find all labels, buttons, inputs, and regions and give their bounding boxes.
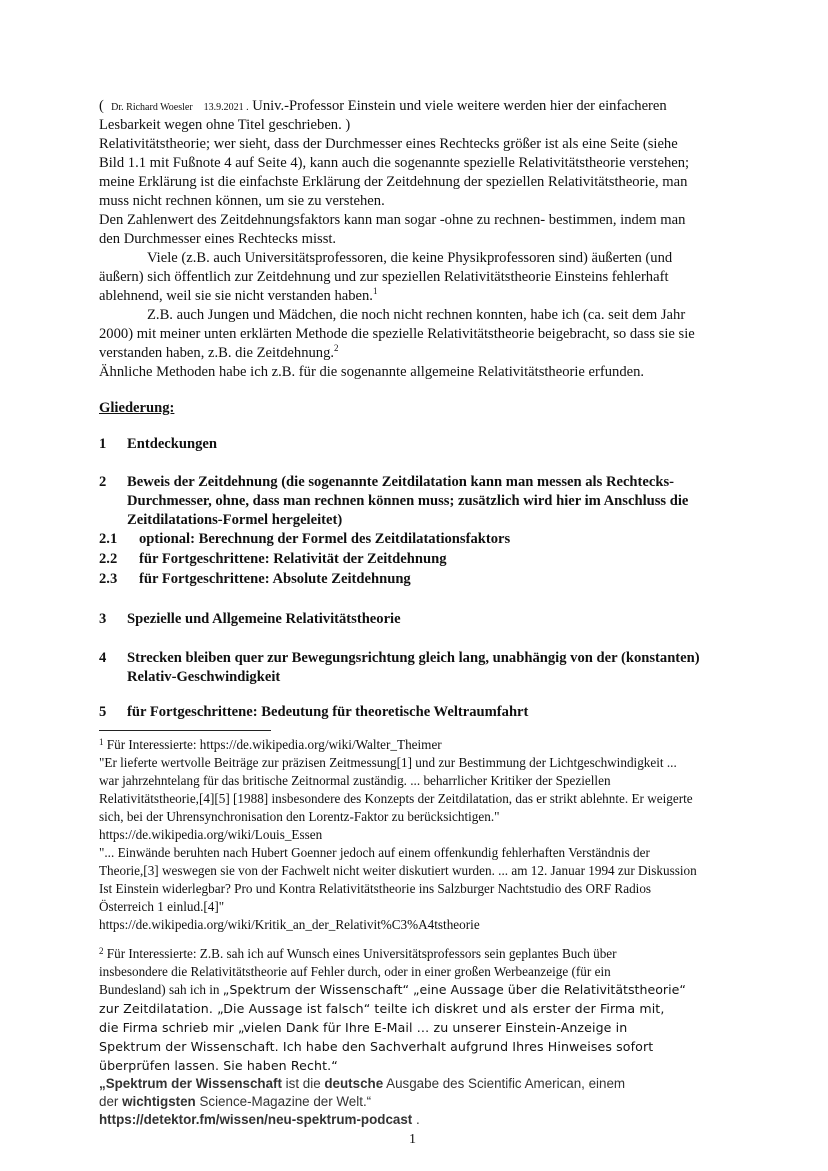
footnote-2-line xyxy=(99,946,617,962)
intro-line: Ähnliche Methoden habe ich z.B. für die sogenannte allgemeine Relativitätstheorie erfunden. xyxy=(99,364,645,380)
outline-item-4-cont: Relativ-Geschwindigkeit xyxy=(127,669,281,685)
footnote-1-line: Ist Einstein widerlegbar? Pro und Kontra Relativitätstheorie ins Salzburger Nachtstudio des ORF Radios xyxy=(99,881,652,896)
intro-text: ablehnend, weil sie sie nicht verstanden haben. xyxy=(99,288,373,304)
outline-item-3[interactable]: Spezielle und Allgemeine Relativitätstheorie xyxy=(127,611,401,627)
intro-line: muss nicht rechnen können, um sie zu verstehen. xyxy=(99,193,385,209)
footnote-1-link[interactable]: https://de.wikipedia.org/wiki/Kritik_an_der_Relativit%C3%A4tstheorie xyxy=(99,917,480,932)
outline-item-4[interactable]: Strecken bleiben quer zur Bewegungsrichtung gleich lang, unabhängig von der (konstanten) xyxy=(127,650,700,666)
footnote-ref-1[interactable]: 1 xyxy=(372,286,378,296)
intro-line: meine Erklärung ist die einfachste Erklärung der Zeitdehnung der speziellen Relativitätstheorie, man xyxy=(99,174,688,190)
page-number: 1 xyxy=(409,1132,416,1147)
footnote-text: Für Interessierte: Z.B. sah ich auf Wunsch eines Universitätsprofessors sein geplantes Buch über xyxy=(103,946,617,961)
quote-text: Science-Magazine der Welt.“ xyxy=(195,1094,372,1109)
author-name: Dr. Richard Woesler xyxy=(111,102,193,113)
intro-line: Den Zahlenwert des Zeitdehnungsfaktors kann man sogar -ohne zu rechnen- bestimmen, indem man xyxy=(99,212,686,228)
paren-open: ( xyxy=(99,98,104,114)
quote-bold: „Spektrum der Wissenschaft xyxy=(99,1076,282,1091)
outline-item-2-3[interactable]: für Fortgeschrittene: Absolute Zeitdehnung xyxy=(139,571,411,587)
footnote-1-line: "Er lieferte wertvolle Beiträge zur präzisen Zeitmessung[1] und zur Bestimmung der Lichtgeschwindigkeit ... xyxy=(99,755,677,770)
footnote-2-number: 2 xyxy=(99,946,104,956)
outline-item-number: 5 xyxy=(99,704,107,720)
intro-text: verstanden haben, z.B. die Zeitdehnung. xyxy=(99,345,335,361)
intro-line: Bild 1.1 mit Fußnote 4 auf Seite 4), kann auch die sogenannte spezielle Relativitätstheorie verstehen; xyxy=(99,155,690,171)
intro-line: äußern) sich öffentlich zur Zeitdehnung und zur speziellen Relativitätstheorie Einsteins fehlerhaft xyxy=(99,269,669,285)
outline-item-1[interactable]: Entdeckungen xyxy=(127,436,218,452)
outline-item-number: 2.2 xyxy=(99,551,118,567)
outline-item-number: 1 xyxy=(99,436,107,452)
intro-line: 2000) mit meiner unten erklärten Methode die spezielle Relativitätstheorie beigebracht, so dass sie sie xyxy=(99,326,695,342)
footnote-2-line: die Firma schrieb mir „vielen Dank für Ihre E-Mail … zu unserer Einstein-Anzeige in xyxy=(99,1020,628,1035)
header-line-2: Lesbarkeit wegen ohne Titel geschrieben. ) xyxy=(99,117,351,133)
quote-text: der xyxy=(99,1094,123,1109)
footnote-1-line xyxy=(99,737,442,753)
outline-item-2-1[interactable]: optional: Berechnung der Formel des Zeitdilatationsfaktors xyxy=(139,531,511,547)
footnote-ref-2[interactable]: 2 xyxy=(334,343,339,353)
footnote-2-line: überprüfen lassen. Sie haben Recht.“ xyxy=(99,1058,338,1073)
quote-bold: wichtigsten xyxy=(122,1094,196,1109)
quote-text: Ausgabe des Scientific American, einem xyxy=(383,1076,626,1091)
document-date: 13.9.2021 . xyxy=(203,102,249,113)
intro-line: Viele (z.B. auch Universitätsprofessoren, die keine Physikprofessoren sind) äußerten (und xyxy=(147,250,673,266)
outline-item-number: 2.3 xyxy=(99,571,118,587)
footnote-text: Für Interessierte: https://de.wikipedia.org/wiki/Walter_Theimer xyxy=(103,737,442,752)
header-line xyxy=(99,98,667,115)
intro-line xyxy=(99,288,377,305)
footnote-1-link[interactable]: https://de.wikipedia.org/wiki/Louis_Essen xyxy=(99,827,323,842)
header-text: Univ.-Professor Einstein und viele weitere werden hier der einfacheren xyxy=(248,98,667,114)
outline-item-2[interactable]: Beweis der Zeitdehnung (die sogenannte Zeitdilatation kann man messen als Rechtecks- xyxy=(127,474,675,490)
outline-item-number: 2 xyxy=(99,474,107,490)
outline-item-5[interactable]: für Fortgeschrittene: Bedeutung für theoretische Weltraumfahrt xyxy=(127,704,529,720)
footnote-2-line: insbesondere die Relativitätstheorie auf Fehler durch, oder in einer großen Werbeanzeige (für ein xyxy=(99,964,611,979)
intro-line: Relativitätstheorie; wer sieht, dass der Durchmesser eines Rechtecks größer ist als eine Seite (siehe xyxy=(99,136,678,152)
footnote-1-line: sich, bei der Uhrensynchronisation den Lorentz-Faktor zu berücksichtigen." xyxy=(99,809,500,824)
quote-url-line xyxy=(99,1112,420,1127)
outline-item-number: 4 xyxy=(99,650,107,666)
quote-url-link[interactable]: https://detektor.fm/wissen/neu-spektrum-podcast xyxy=(99,1112,413,1127)
footnote-1-line: Österreich 1 einlud.[4]" xyxy=(99,899,225,914)
footnote-1-line: Relativitätstheorie,[4][5] [1988] insbesondere des Konzepts der Zeitdilatation, das er strikt ablehnte. Er weigerte xyxy=(99,791,693,806)
quote-text: . xyxy=(412,1112,420,1127)
footnote-1-line: war jahrzehntelang für das britische Zeitnormal zuständig. ... beharrlicher Kritiker der Speziellen xyxy=(99,773,611,788)
outline-item-2-2[interactable]: für Fortgeschrittene: Relativität der Zeitdehnung xyxy=(139,551,447,567)
footnote-2-line: zur Zeitdilatation. „Die Aussage ist falsch“ teilte ich diskret und als erster der Firma mit, xyxy=(99,1001,665,1016)
footnote-2-line xyxy=(99,982,686,998)
outline-item-2-cont: Zeitdilatations-Formel hergeleitet) xyxy=(127,512,343,528)
outline-heading: Gliederung: xyxy=(99,400,175,416)
quote-bold: deutsche xyxy=(324,1076,384,1091)
footnote-separator xyxy=(99,730,271,731)
intro-line: Z.B. auch Jungen und Mädchen, die noch nicht rechnen konnten, habe ich (ca. seit dem Jahr xyxy=(147,307,686,323)
footnote-text-sans: „Spektrum der Wissenschaft“ „eine Aussage über die Relativitätstheorie“ xyxy=(222,982,686,997)
outline-item-number: 3 xyxy=(99,611,107,627)
outline-item-2-cont: Durchmesser, ohne, dass man rechnen können muss; zusätzlich wird hier im Anschluss die xyxy=(127,493,689,509)
quote-line xyxy=(99,1076,625,1091)
footnote-1-line: "... Einwände beruhten nach Hubert Goenner jedoch auf einem offenkundig fehlerhaften Verständnis der xyxy=(99,845,650,860)
footnote-1-line: Theorie,[3] weswegen sie von der Fachwelt nicht weiter diskutiert wurden. ... am 12. Januar 1994 zur Diskussion xyxy=(99,863,697,878)
outline-item-number: 2.1 xyxy=(99,531,118,547)
intro-line xyxy=(99,345,339,362)
intro-line: den Durchmesser eines Rechtecks misst. xyxy=(99,231,337,247)
footnote-2-line: Spektrum der Wissenschaft. Ich habe den Sachverhalt aufgrund Ihres Hinweises sofort xyxy=(99,1039,654,1054)
quote-text: ist die xyxy=(281,1076,325,1091)
quote-line xyxy=(99,1094,371,1109)
footnote-1-number: 1 xyxy=(99,737,104,747)
footnote-text: Bundesland) sah ich in xyxy=(99,982,223,997)
